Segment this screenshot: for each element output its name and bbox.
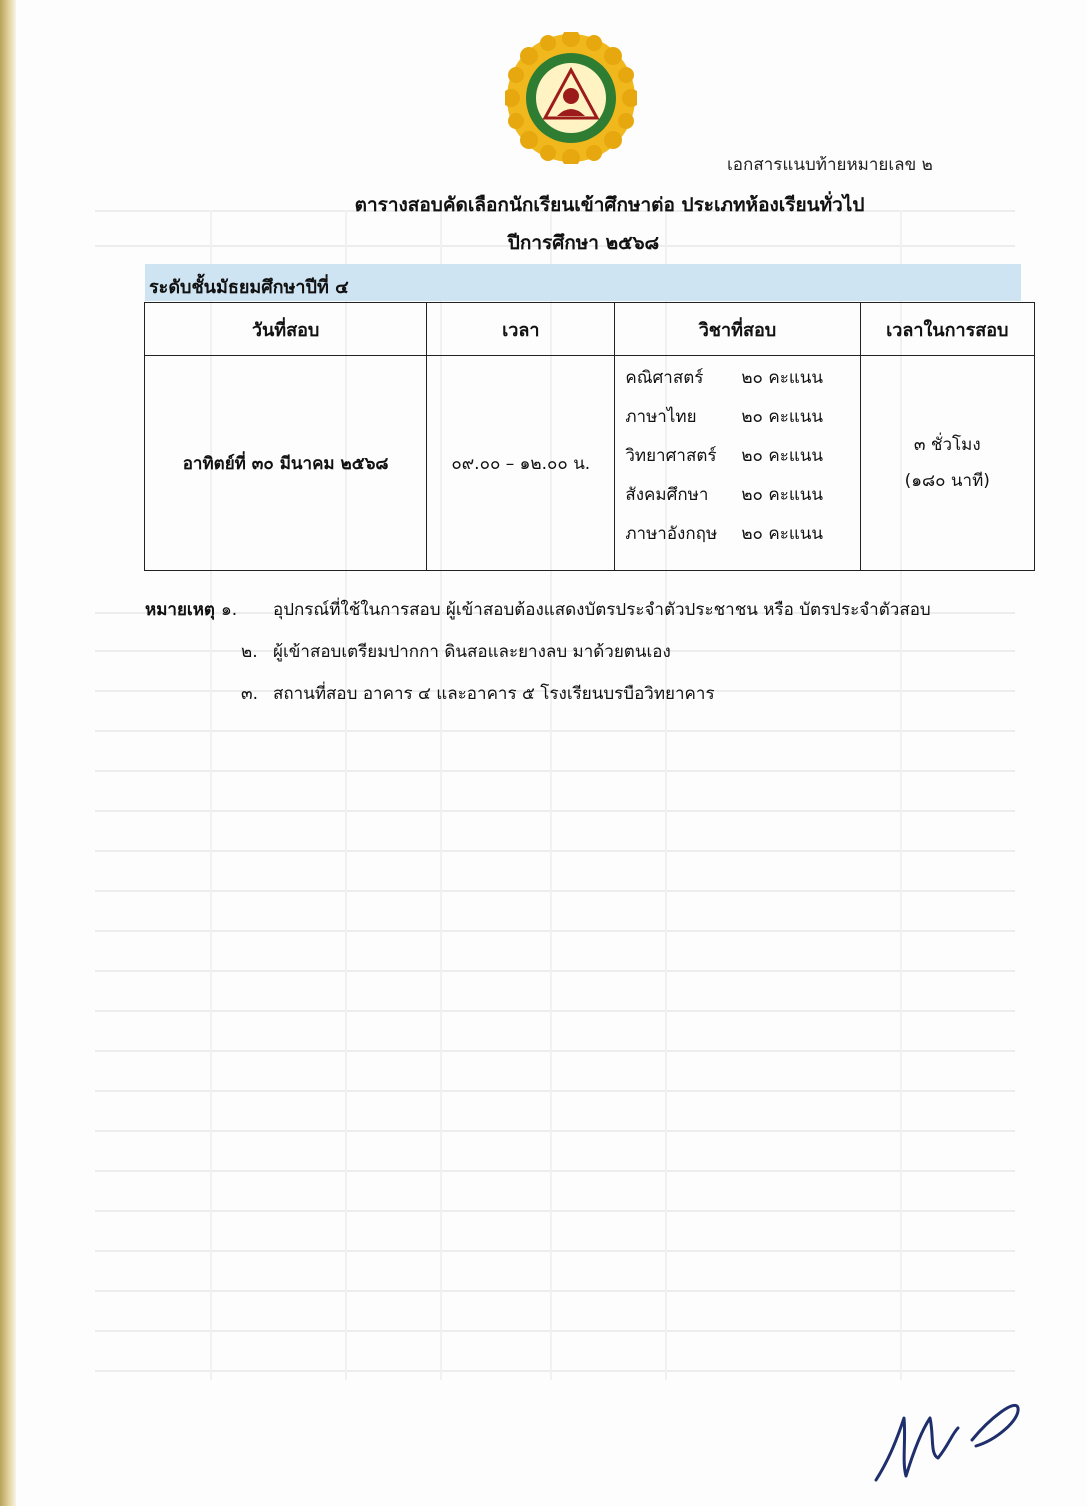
exam-time-cell: ๐๙.๐๐ – ๑๒.๐๐ น. [427,356,615,571]
page-edge [0,0,16,1506]
subject-score: ๒๐ คะแนน [741,368,824,388]
header-subjects: วิชาที่สอบ [615,303,860,356]
header-exam-date: วันที่สอบ [145,303,427,356]
grade-level-label: ระดับชั้นมัธยมศึกษาปีที่ ๔ [149,277,349,298]
note-number: ๑. [221,600,238,620]
duration-minutes: (๑๘๐ นาที) [904,471,990,491]
exam-date-cell: อาทิตย์ที่ ๓๐ มีนาคม ๒๕๖๘ [145,356,427,571]
document-title: ตารางสอบคัดเลือกนักเรียนเข้าศึกษาต่อ ประเภทห้องเรียนทั่วไป [354,194,865,216]
subject-item [625,475,859,514]
subject-name: สังคมศึกษา [625,485,709,505]
note-number: ๒. [241,642,258,662]
academic-year: ปีการศึกษา ๒๕๖๘ [507,232,660,254]
subject-name: วิทยาศาสตร์ [625,446,717,466]
exam-subjects-cell [615,356,860,571]
handwritten-signature [868,1388,1028,1488]
note-text: ผู้เข้าสอบเตรียมปากกา ดินสอและยางลบ มาด้วยตนเอง [273,642,671,662]
duration-hours: ๓ ชั่วโมง [913,435,981,455]
subject-name: ภาษาไทย [625,407,697,427]
exam-duration-cell [860,356,1034,571]
subject-item [625,514,859,553]
document-reference: เอกสารแนบท้ายหมายเลข ๒ [727,155,933,175]
table-header-row [145,303,1035,356]
note-number: ๓. [241,684,259,704]
note-text: สถานที่สอบ อาคาร ๔ และอาคาร ๕ โรงเรียนบรบือวิทยาคาร [273,684,715,704]
subject-score: ๒๐ คะแนน [741,524,824,544]
subject-score: ๒๐ คะแนน [741,446,824,466]
notes-label: หมายเหตุ [145,600,215,620]
subject-score: ๒๐ คะแนน [741,485,824,505]
grade-level-band [145,264,1021,301]
table-row [145,356,1035,571]
note-text: อุปกรณ์ที่ใช้ในการสอบ ผู้เข้าสอบต้องแสดงบัตรประจำตัวประชาชน หรือ บัตรประจำตัวสอบ [273,600,931,620]
subject-item [625,358,859,397]
subject-item [625,436,859,475]
subject-item [625,397,859,436]
exam-schedule-table [144,302,1035,571]
school-seal-logo [505,32,637,164]
subject-score: ๒๐ คะแนน [741,407,824,427]
header-duration: เวลาในการสอบ [860,303,1034,356]
subject-name: ภาษาอังกฤษ [625,524,718,544]
subject-name: คณิศาสตร์ [625,368,704,388]
header-time: เวลา [427,303,615,356]
